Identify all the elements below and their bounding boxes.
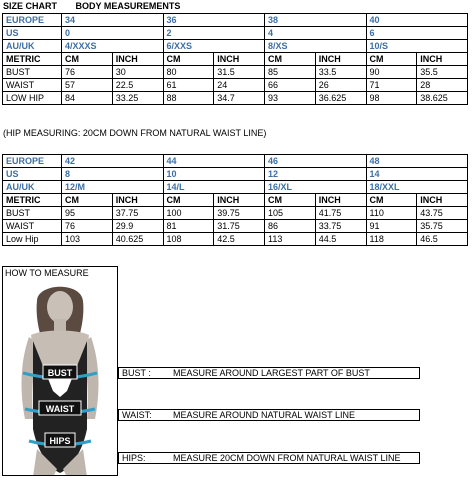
value-cell: 26 bbox=[315, 79, 366, 92]
unit-cell: INCH bbox=[417, 194, 468, 207]
body-measurements-title: BODY MEASUREMENTS bbox=[75, 1, 181, 11]
chart-header bbox=[3, 0, 180, 12]
europe-row bbox=[3, 14, 468, 27]
value-cell: 30 bbox=[112, 66, 163, 79]
size-cell: 10/S bbox=[366, 40, 468, 53]
value-cell: 38.625 bbox=[417, 92, 468, 105]
row-label: WAIST bbox=[3, 79, 62, 92]
au-uk-row bbox=[3, 181, 468, 194]
size-cell: 12/M bbox=[62, 181, 164, 194]
value-cell: 76 bbox=[62, 220, 113, 233]
value-cell: 35.75 bbox=[417, 220, 468, 233]
waist-instruction-text: MEASURE AROUND NATURAL WAIST LINE bbox=[173, 410, 356, 420]
system-label: US bbox=[3, 27, 62, 40]
value-cell: 98 bbox=[366, 92, 417, 105]
value-cell: 95 bbox=[62, 207, 113, 220]
unit-cell: INCH bbox=[214, 194, 265, 207]
value-cell: 40.625 bbox=[112, 233, 163, 246]
unit-cell: CM bbox=[366, 194, 417, 207]
value-cell: 57 bbox=[62, 79, 113, 92]
size-cell: 40 bbox=[366, 14, 468, 27]
metric-row bbox=[3, 194, 468, 207]
bust-figure-label: BUST bbox=[47, 368, 73, 378]
row-label: BUST bbox=[3, 207, 62, 220]
value-cell: 81 bbox=[163, 220, 214, 233]
unit-cell: INCH bbox=[315, 53, 366, 66]
system-label: AU/UK bbox=[3, 40, 62, 53]
value-cell: 42.5 bbox=[214, 233, 265, 246]
size-table-large bbox=[2, 154, 468, 246]
size-cell: 14/L bbox=[163, 181, 265, 194]
value-cell: 33.25 bbox=[112, 92, 163, 105]
size-table-small bbox=[2, 13, 468, 105]
value-cell: 66 bbox=[265, 79, 316, 92]
value-cell: 33.5 bbox=[315, 66, 366, 79]
unit-cell: CM bbox=[265, 194, 316, 207]
value-cell: 88 bbox=[163, 92, 214, 105]
value-cell: 22.5 bbox=[112, 79, 163, 92]
value-cell: 37.75 bbox=[112, 207, 163, 220]
size-cell: 46 bbox=[265, 155, 367, 168]
value-cell: 90 bbox=[366, 66, 417, 79]
au-uk-row bbox=[3, 40, 468, 53]
value-cell: 71 bbox=[366, 79, 417, 92]
bust-row bbox=[3, 207, 468, 220]
swimsuit-model-figure bbox=[3, 279, 118, 476]
metric-label: METRIC bbox=[3, 53, 62, 66]
value-cell: 31.75 bbox=[214, 220, 265, 233]
unit-cell: CM bbox=[366, 53, 417, 66]
value-cell: 108 bbox=[163, 233, 214, 246]
value-cell: 61 bbox=[163, 79, 214, 92]
system-label: US bbox=[3, 168, 62, 181]
value-cell: 93 bbox=[265, 92, 316, 105]
bust-instruction bbox=[118, 367, 420, 379]
hips-instruction-text: MEASURE 20CM DOWN FROM NATURAL WAIST LINE bbox=[173, 453, 401, 463]
size-cell: 6 bbox=[366, 27, 468, 40]
unit-cell: CM bbox=[163, 194, 214, 207]
unit-cell: CM bbox=[62, 53, 113, 66]
bust-instruction-text: MEASURE AROUND LARGEST PART OF BUST bbox=[173, 368, 370, 378]
unit-cell: INCH bbox=[112, 53, 163, 66]
size-cell: 18/XXL bbox=[366, 181, 468, 194]
value-cell: 84 bbox=[62, 92, 113, 105]
row-label: BUST bbox=[3, 66, 62, 79]
size-cell: 4 bbox=[265, 27, 367, 40]
value-cell: 85 bbox=[265, 66, 316, 79]
value-cell: 31.5 bbox=[214, 66, 265, 79]
size-cell: 6/XXS bbox=[163, 40, 265, 53]
waist-figure-label: WAIST bbox=[45, 404, 75, 414]
hips-instruction bbox=[118, 452, 420, 464]
value-cell: 91 bbox=[366, 220, 417, 233]
size-cell: 16/XL bbox=[265, 181, 367, 194]
size-cell: 48 bbox=[366, 155, 468, 168]
size-cell: 36 bbox=[163, 14, 265, 27]
unit-cell: CM bbox=[62, 194, 113, 207]
value-cell: 41.75 bbox=[315, 207, 366, 220]
value-cell: 33.75 bbox=[315, 220, 366, 233]
size-cell: 12 bbox=[265, 168, 367, 181]
hips-figure-label: HIPS bbox=[49, 436, 71, 446]
how-to-measure-panel bbox=[2, 266, 118, 476]
waist-instruction-key: WAIST: bbox=[122, 410, 152, 420]
value-cell: 105 bbox=[265, 207, 316, 220]
size-cell: 42 bbox=[62, 155, 164, 168]
hip-measuring-note: (HIP MEASURING: 20CM DOWN FROM NATURAL WAIST LINE) bbox=[3, 128, 267, 138]
value-cell: 36.625 bbox=[315, 92, 366, 105]
unit-cell: CM bbox=[163, 53, 214, 66]
low-hip-row bbox=[3, 233, 468, 246]
size-cell: 8/XS bbox=[265, 40, 367, 53]
value-cell: 86 bbox=[265, 220, 316, 233]
size-cell: 0 bbox=[62, 27, 164, 40]
size-cell: 10 bbox=[163, 168, 265, 181]
waist-instruction bbox=[118, 409, 420, 421]
unit-cell: INCH bbox=[112, 194, 163, 207]
us-row bbox=[3, 27, 468, 40]
waist-row bbox=[3, 220, 468, 233]
size-cell: 14 bbox=[366, 168, 468, 181]
how-to-measure-title: HOW TO MEASURE bbox=[5, 268, 89, 278]
value-cell: 29.9 bbox=[112, 220, 163, 233]
us-row bbox=[3, 168, 468, 181]
size-cell: 38 bbox=[265, 14, 367, 27]
value-cell: 43.75 bbox=[417, 207, 468, 220]
value-cell: 118 bbox=[366, 233, 417, 246]
value-cell: 103 bbox=[62, 233, 113, 246]
hips-instruction-key: HIPS: bbox=[122, 453, 146, 463]
bust-instruction-key: BUST : bbox=[122, 368, 151, 378]
value-cell: 39.75 bbox=[214, 207, 265, 220]
size-cell: 2 bbox=[163, 27, 265, 40]
value-cell: 113 bbox=[265, 233, 316, 246]
value-cell: 80 bbox=[163, 66, 214, 79]
unit-cell: INCH bbox=[214, 53, 265, 66]
system-label: AU/UK bbox=[3, 181, 62, 194]
value-cell: 28 bbox=[417, 79, 468, 92]
bust-row bbox=[3, 66, 468, 79]
system-label: EUROPE bbox=[3, 155, 62, 168]
value-cell: 100 bbox=[163, 207, 214, 220]
metric-label: METRIC bbox=[3, 194, 62, 207]
value-cell: 110 bbox=[366, 207, 417, 220]
metric-row bbox=[3, 53, 468, 66]
europe-row bbox=[3, 155, 468, 168]
value-cell: 24 bbox=[214, 79, 265, 92]
row-label: Low Hip bbox=[3, 233, 62, 246]
row-label: WAIST bbox=[3, 220, 62, 233]
unit-cell: CM bbox=[265, 53, 316, 66]
unit-cell: INCH bbox=[315, 194, 366, 207]
value-cell: 44.5 bbox=[315, 233, 366, 246]
system-label: EUROPE bbox=[3, 14, 62, 27]
size-cell: 44 bbox=[163, 155, 265, 168]
unit-cell: INCH bbox=[417, 53, 468, 66]
size-cell: 8 bbox=[62, 168, 164, 181]
size-cell: 4/XXXS bbox=[62, 40, 164, 53]
row-label: LOW HIP bbox=[3, 92, 62, 105]
value-cell: 46.5 bbox=[417, 233, 468, 246]
low-hip-row bbox=[3, 92, 468, 105]
value-cell: 35.5 bbox=[417, 66, 468, 79]
value-cell: 76 bbox=[62, 66, 113, 79]
size-chart-title: SIZE CHART bbox=[3, 1, 57, 11]
value-cell: 34.7 bbox=[214, 92, 265, 105]
size-cell: 34 bbox=[62, 14, 164, 27]
waist-row bbox=[3, 79, 468, 92]
